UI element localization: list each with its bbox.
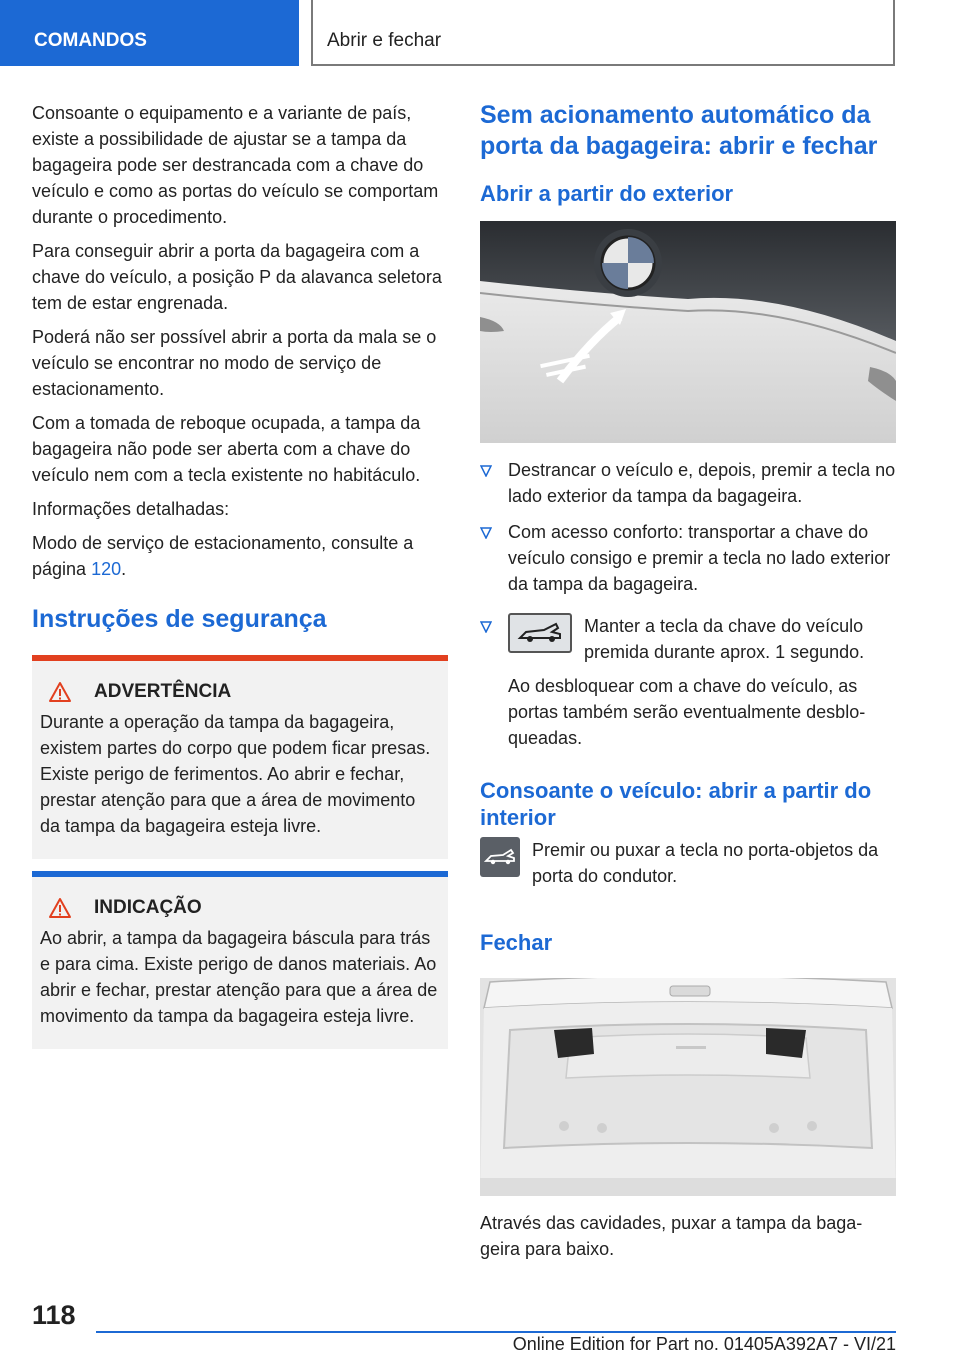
- interior-heading: Consoante o veículo: abrir a partir do interior: [480, 778, 872, 830]
- paragraph-5: Informações detalhadas:: [32, 499, 230, 519]
- main-heading: Sem acionamento automático da porta da bagageira: abrir e fechar: [480, 101, 878, 160]
- left-column: [32, 100, 448, 1049]
- note-title: INDICAÇÃO: [94, 897, 202, 918]
- warning-title: ADVERTÊNCIA: [94, 681, 232, 702]
- paragraph-4: Com a tomada de reboque ocupada, a tampa da bagageira não pode ser aberta com a chave do veículo nem com a tecla existente no habitáculo.: [32, 413, 421, 485]
- warning-triangle-icon: [48, 681, 72, 703]
- reference-text: Modo de serviço de estacionamento, consulte a página: [32, 533, 414, 579]
- warning-text: Durante a operação da tampa da bagageira, existem partes do corpo que podem ficar presas. Existe perigo de ferimentos. Ao abrir e fechar, prestar atenção para que a área de movimento da tampa da bagageira esteja livre.: [40, 712, 431, 836]
- paragraph-1: Consoante o equipamento e a variante de país, existe a possibilidade de ajustar se a tampa da bagageira pode ser destrancada com a chave do veículo e como as portas do veículo se comportam durante o procedimento.: [32, 103, 439, 227]
- key-step-text: Manter a tecla da chave do veículo premida durante aprox. 1 segundo.: [584, 616, 865, 662]
- note-title-row: [40, 897, 440, 919]
- step-text: Destrancar o veículo e, depois, premir a tecla no lado exterior da tampa da bagageira.: [508, 460, 896, 506]
- warning-box: [32, 655, 448, 859]
- car-trunk-icon: [516, 622, 564, 644]
- list-arrow-icon: [480, 465, 492, 477]
- page-header: [0, 0, 960, 66]
- exterior-steps: [480, 457, 896, 751]
- step-text: Com acesso conforto: transportar a chave do veículo consigo e premir a tecla no lado exterior da tampa da bagageira.: [508, 522, 891, 594]
- page-reference: [32, 530, 448, 582]
- list-arrow-icon: [480, 621, 492, 633]
- caution-triangle-icon: [48, 897, 72, 919]
- step-item: [480, 457, 896, 509]
- right-column: [480, 100, 896, 1270]
- exterior-heading: Abrir a partir do exterior: [480, 181, 734, 206]
- page-number: 118: [32, 1300, 76, 1330]
- trunk-interior-illustration: [480, 978, 896, 1196]
- interior-row: [480, 837, 896, 889]
- trunk-exterior-illustration: [480, 221, 896, 443]
- close-heading: Fechar: [480, 930, 553, 955]
- footer-rule: [96, 1331, 896, 1333]
- trunk-button-photo: [480, 221, 896, 443]
- chapter-tab: COMANDOS: [0, 0, 299, 66]
- note-text: Ao abrir, a tampa da bagageira báscula para trás e para cima. Existe perigo de danos materiais. Ao abrir e fechar, prestar atenção para que a área de movimento da tampa da bagageira esteja livre.: [40, 928, 438, 1026]
- note-box: [32, 871, 448, 1049]
- trunk-interior-photo: [480, 978, 896, 1196]
- key-trunk-button-icon: [508, 613, 572, 653]
- page-link[interactable]: 120: [91, 559, 122, 579]
- step-item: [480, 519, 896, 597]
- warning-title-row: [40, 681, 440, 703]
- interior-text: Premir ou puxar a tecla no porta-objetos da porta do condutor.: [532, 840, 879, 886]
- key-step-row: [508, 613, 896, 665]
- edition-info: Online Edition for Part no. 01405A392A7 - VI/21: [512, 1334, 896, 1354]
- reference-end: .: [121, 559, 127, 579]
- step-item-key: [480, 613, 896, 751]
- key-step-note: Ao desbloquear com a chave do veículo, as portas também serão eventualmente desbloqueadas.: [508, 676, 866, 748]
- paragraph-3: Poderá não ser possível abrir a porta da mala se o veículo se encontrar no modo de serviço de estacionamento.: [32, 327, 437, 399]
- list-arrow-icon: [480, 527, 492, 539]
- section-title: Abrir e fechar: [311, 0, 895, 66]
- close-text: Através das cavidades, puxar a tampa da bagageira para baixo.: [480, 1213, 863, 1259]
- interior-trunk-button-icon: [480, 837, 520, 877]
- car-trunk-icon: [484, 848, 516, 866]
- paragraph-2: Para conseguir abrir a porta da bagageira com a chave do veículo, a posição P da alavanca seletora tem de estar engrenada.: [32, 241, 442, 313]
- safety-heading: Instruções de segurança: [32, 605, 327, 633]
